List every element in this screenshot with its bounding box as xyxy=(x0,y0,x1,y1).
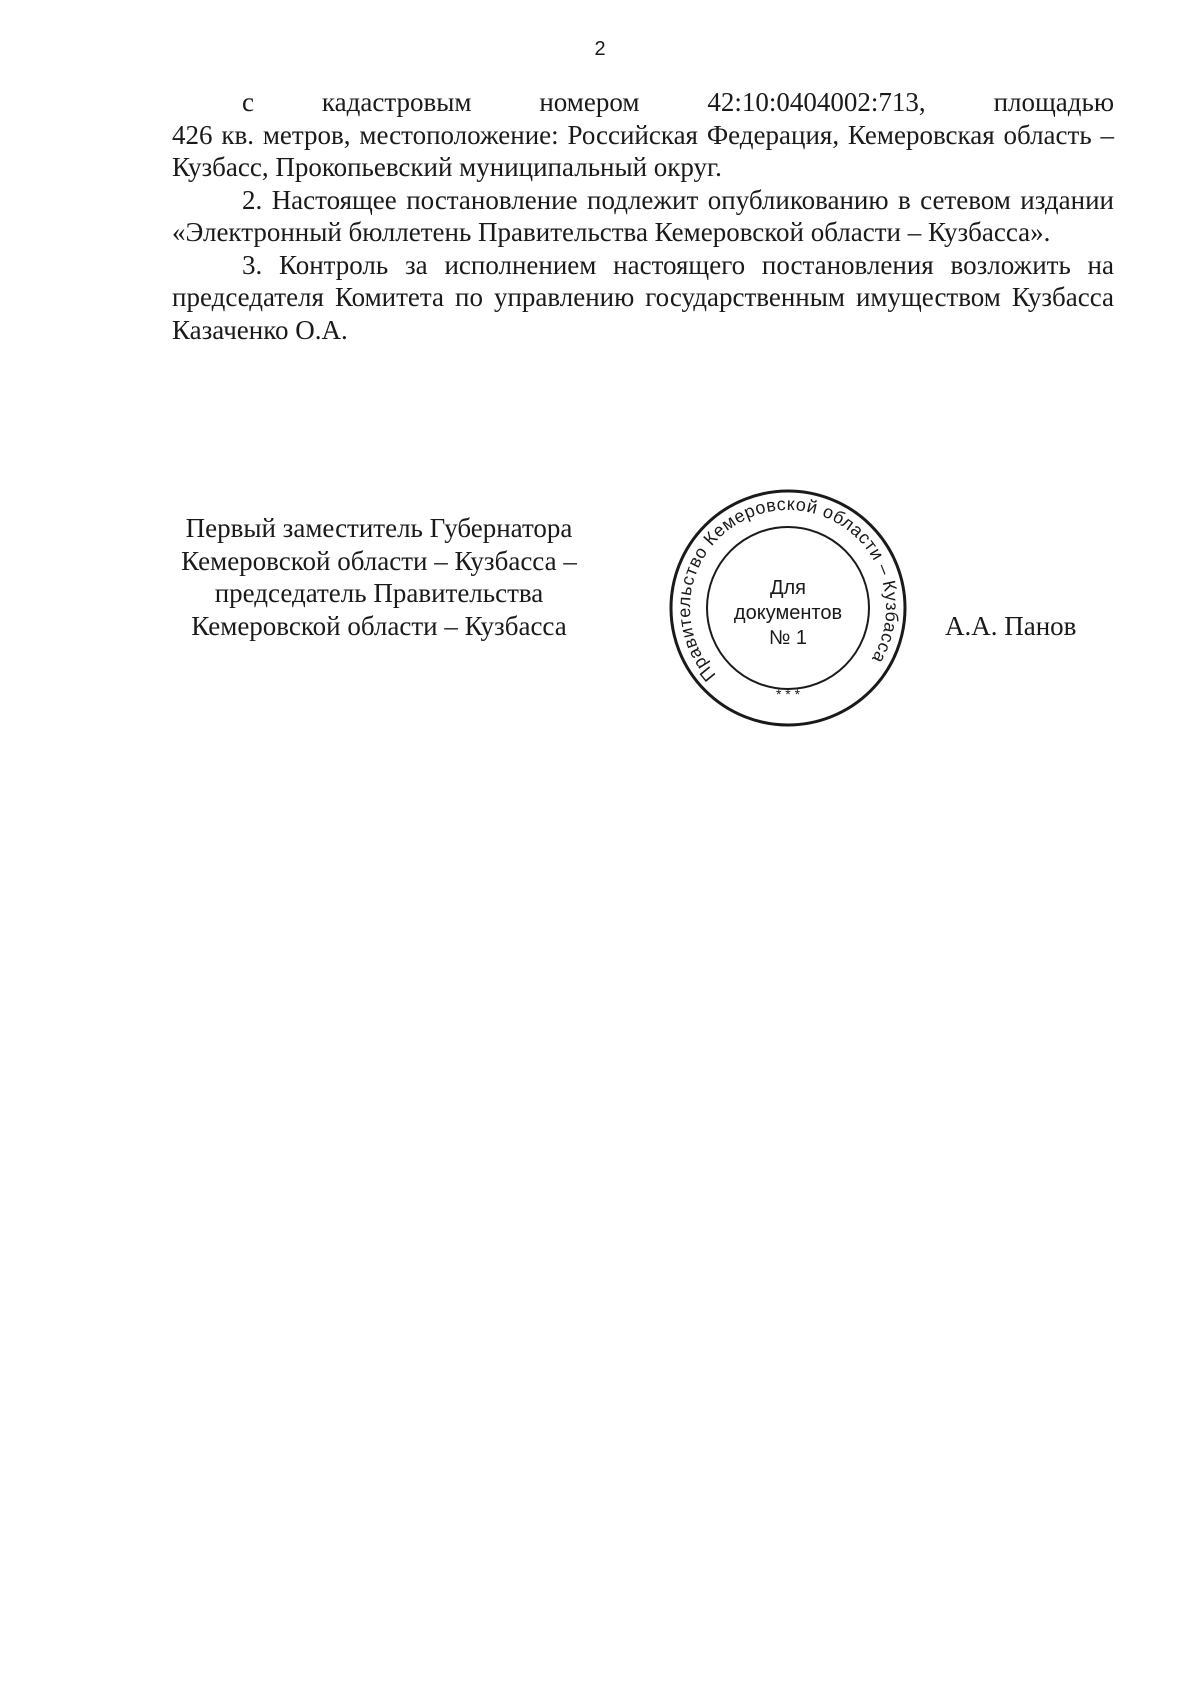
seal-center-line: документов xyxy=(733,602,843,624)
signatory-position-line: председатель Правительства xyxy=(214,578,544,608)
page-number: 2 xyxy=(594,38,606,60)
signatory-position-line: Первый заместитель Губернатора xyxy=(185,513,573,543)
signatory-position-line: Кемеровской области – Кузбасса – xyxy=(181,545,577,576)
signatory-position xyxy=(168,512,590,642)
seal-graphic xyxy=(668,488,908,728)
seal-center-line: № 1 xyxy=(768,627,808,649)
paragraph-1-continuation: 426 кв. метров, местоположение: Российская Федерация, Кемеровская область – Кузбасс, Прокопьевский муниципальный округ. xyxy=(172,119,1114,182)
paragraph-1-first-line: с кадастровым номером 42:10:0404002:713, площадью xyxy=(242,87,1114,117)
paragraph-3: 3. Контроль за исполнением настоящего постановления возложить на председателя Комитета по управлению государственным имуществом Кузбасса Казаченко О.А. xyxy=(172,249,1114,345)
seal-ring-text: Правительство Кемеровской области – Кузбасса xyxy=(673,493,903,686)
document-body xyxy=(172,86,1114,346)
seal-center-line: Для xyxy=(769,577,807,599)
seal-stars: * * * xyxy=(775,686,801,702)
paragraph-2: 2. Настоящее постановление подлежит опубликованию в сетевом издании «Электронный бюллетень Правительства Кемеровской области – Кузбасса». xyxy=(172,184,1114,247)
official-seal xyxy=(668,488,908,728)
signatory-name: А.А. Панов xyxy=(945,611,1077,641)
signatory-position-line: Кемеровской области – Кузбасса xyxy=(191,610,567,641)
